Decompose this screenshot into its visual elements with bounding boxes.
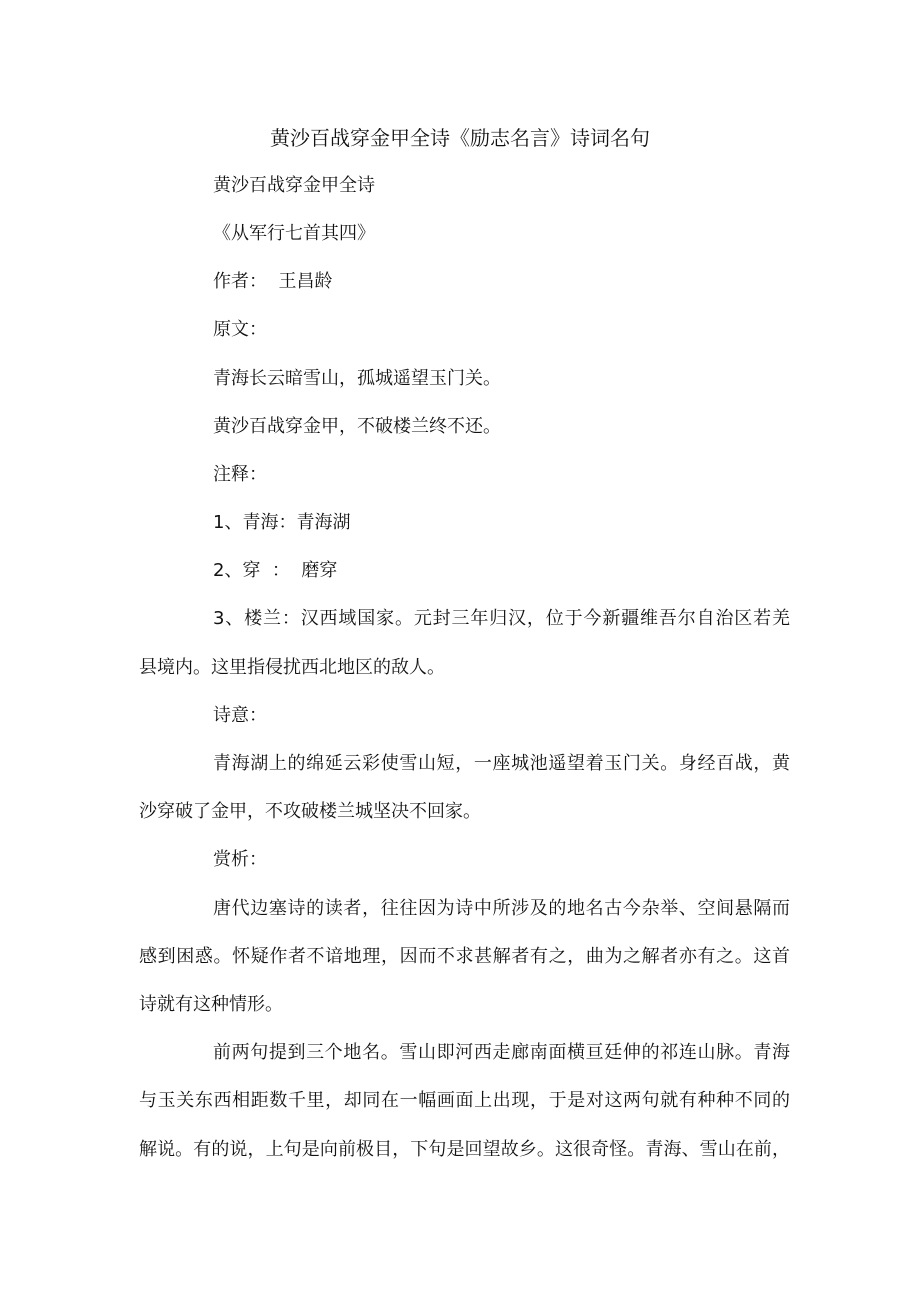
analysis-paragraph-line: 唐代边塞诗的读者，往往因为诗中所涉及的地名古今杂举、空间悬隔而 <box>213 898 790 919</box>
original-label: 原文： <box>213 319 267 340</box>
author-line: 作者： 王昌龄 <box>213 271 333 292</box>
analysis-label: 赏析： <box>213 849 267 870</box>
document-title: 黄沙百战穿金甲全诗《励志名言》诗词名句 <box>270 126 650 150</box>
poem-line: 青海长云暗雪山，孤城遥望玉门关。 <box>213 368 501 389</box>
poem-heading: 黄沙百战穿金甲全诗 <box>213 175 375 196</box>
notes-label: 注释： <box>213 464 267 485</box>
meaning-text: 沙穿破了金甲，不攻破楼兰城坚决不回家。 <box>139 801 481 822</box>
meaning-text: 青海湖上的绵延云彩使雪山短，一座城池遥望着玉门关。身经百战，黄 <box>213 753 790 774</box>
note-item: 2、穿 ： 磨穿 <box>213 560 338 581</box>
analysis-paragraph-line: 解说。有的说，上句是向前极目，下句是回望故乡。这很奇怪。青海、雪山在前， <box>139 1139 790 1160</box>
analysis-paragraph-line: 诗就有这种情形。 <box>139 994 283 1015</box>
poem-title: 《从军行七首其四》 <box>213 223 375 244</box>
analysis-paragraph-line: 感到困惑。怀疑作者不谙地理，因而不求甚解者有之，曲为之解者亦有之。这首 <box>139 946 790 967</box>
note-item: 1、青海：青海湖 <box>213 512 351 533</box>
analysis-paragraph-line: 与玉关东西相距数千里，却同在一幅画面上出现，于是对这两句就有种种不同的 <box>139 1090 790 1111</box>
note-item-continuation: 县境内。这里指侵扰西北地区的敌人。 <box>139 657 445 678</box>
meaning-label: 诗意： <box>213 705 267 726</box>
analysis-paragraph-line: 前两句提到三个地名。雪山即河西走廊南面横亘廷伸的祁连山脉。青海 <box>213 1042 790 1063</box>
poem-line: 黄沙百战穿金甲，不破楼兰终不还。 <box>213 416 501 437</box>
note-item: 3、楼兰：汉西域国家。元封三年归汉，位于今新疆维吾尔自治区若羌 <box>213 608 790 629</box>
